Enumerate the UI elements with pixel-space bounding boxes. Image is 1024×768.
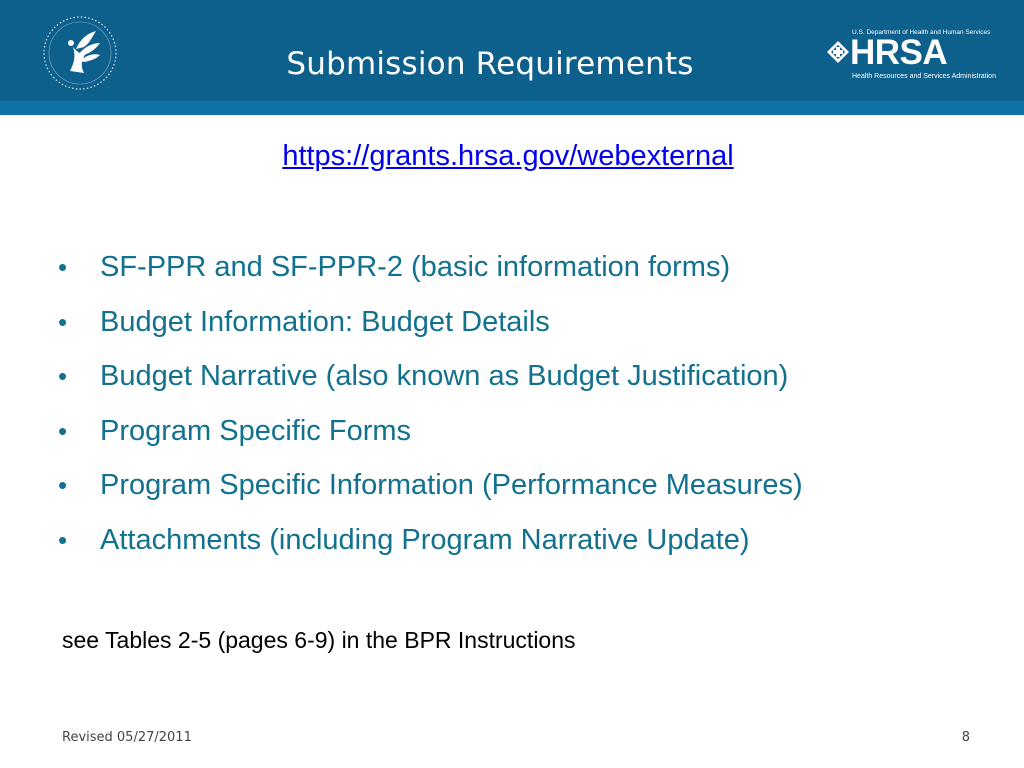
bullet-icon: • — [58, 470, 68, 501]
hrsa-wordmark: HRSA — [850, 33, 948, 72]
list-item-text: Budget Information: Budget Details — [100, 305, 550, 338]
hrsa-department-text: U.S. Department of Health and Human Services — [852, 29, 991, 36]
bullet-icon: • — [58, 415, 68, 446]
hhs-eagle-seal-icon — [40, 13, 120, 93]
bullet-icon: • — [58, 252, 68, 282]
bullet-icon: • — [58, 361, 68, 392]
instructions-note: see Tables 2-5 (pages 6-9) in the BPR Instructions — [62, 627, 576, 653]
bullet-icon: • — [58, 306, 68, 337]
page-number: 8 — [961, 730, 970, 745]
grants-link[interactable]: https://grants.hrsa.gov/webexternal — [282, 140, 734, 172]
page-title: Submission Requirements — [286, 46, 694, 82]
header-bar — [0, 0, 1024, 115]
hrsa-logo — [826, 29, 996, 82]
hrsa-diamond-icon — [826, 40, 850, 64]
list-item-text: Program Specific Information (Performance Measures) — [100, 469, 803, 502]
list-item-text: Program Specific Forms — [100, 414, 412, 447]
list-item-text: Budget Narrative (also known as Budget Justification) — [100, 360, 789, 393]
bullet-icon: • — [58, 524, 68, 555]
revised-date: Revised 05/27/2011 — [62, 730, 192, 745]
hrsa-agency-text: Health Resources and Services Administration — [852, 73, 996, 80]
list-item-text: SF-PPR and SF-PPR-2 (basic information forms) — [100, 251, 731, 283]
list-item-text: Attachments (including Program Narrative Update) — [100, 523, 750, 556]
